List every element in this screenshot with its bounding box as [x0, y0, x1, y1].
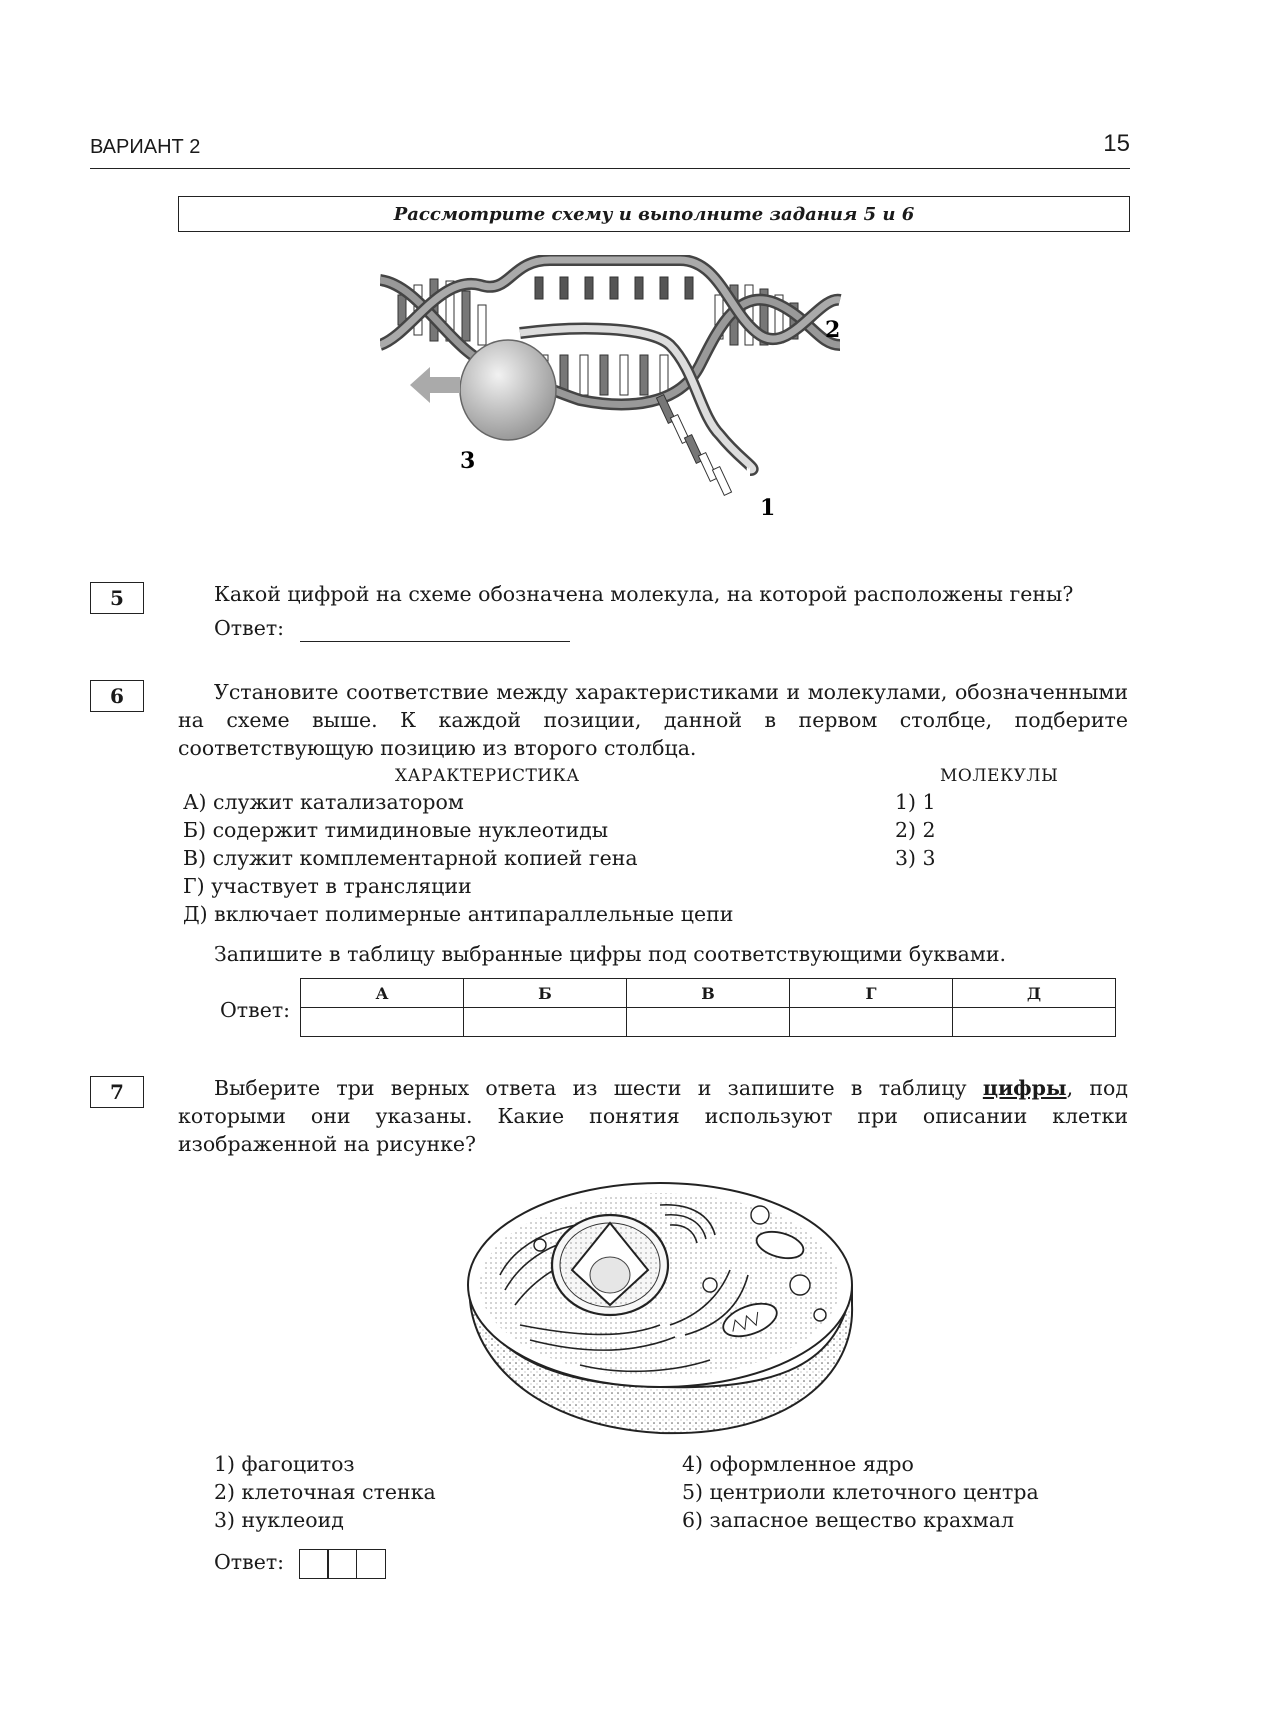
characteristic-g: Г) участвует в трансляции	[183, 874, 472, 898]
q6-answer-table	[300, 978, 1116, 1037]
label-2: 2	[825, 317, 841, 343]
header-rule	[90, 168, 1130, 169]
molecule-2: 2) 2	[895, 818, 936, 842]
q6-answer-cell-g[interactable]	[790, 1008, 953, 1037]
page-number: 15	[1103, 130, 1130, 157]
q6-header-v: В	[627, 979, 790, 1008]
q5-answer-label: Ответ:	[214, 616, 285, 640]
q7-option-2: 2) клеточная стенка	[214, 1480, 436, 1504]
q6-answer-cell-b[interactable]	[464, 1008, 627, 1037]
task-banner	[178, 196, 1130, 232]
banner-text: Рассмотрите схему и выполните задания 5 и 6	[393, 203, 915, 225]
q6-answer-cell-d[interactable]	[953, 1008, 1116, 1037]
q5-number: 5	[110, 586, 124, 610]
q6-header-a: А	[301, 979, 464, 1008]
q6-answer-cell-a[interactable]	[301, 1008, 464, 1037]
label-1: 1	[760, 495, 776, 521]
rna-polymerase	[460, 340, 556, 440]
q7-text-after: , под которыми они указаны. Какие понятия используют при описании клетки изображенной на рисунке?	[178, 1076, 1128, 1156]
q7-text	[178, 1074, 1128, 1158]
q7-answer-cell[interactable]	[356, 1549, 386, 1579]
q7-text-emphasis: цифры	[982, 1076, 1067, 1100]
transcription-diagram	[380, 255, 940, 545]
q7-option-1: 1) фагоцитоз	[214, 1452, 355, 1476]
q7-answer-cell[interactable]	[299, 1549, 329, 1579]
characteristic-a: А) служит катализатором	[183, 790, 464, 814]
molecule-3: 3) 3	[895, 846, 936, 870]
question-number-6	[90, 680, 144, 712]
q6-answer-cell-v[interactable]	[627, 1008, 790, 1037]
variant-label: ВАРИАНТ 2	[90, 136, 201, 158]
q7-text-before: Выберите три верных ответа из шести и запишите в таблицу	[214, 1076, 983, 1100]
q6-instruction: Запишите в таблицу выбранные цифры под соответствующими буквами.	[214, 942, 1007, 966]
q7-option-4: 4) оформленное ядро	[682, 1452, 914, 1476]
q5-answer-row	[214, 614, 570, 642]
q6-number: 6	[110, 684, 124, 708]
q7-number: 7	[110, 1080, 124, 1104]
q7-answer-row	[214, 1548, 386, 1579]
label-3: 3	[460, 448, 476, 474]
question-number-7	[90, 1076, 144, 1108]
q6-col2-header: МОЛЕКУЛЫ	[940, 766, 1059, 786]
question-number-5	[90, 582, 144, 614]
q7-answer-cells	[300, 1549, 386, 1579]
q6-text: Установите соответствие между характеристиками и молекулами, обозначенными на схеме выше. К каждой позиции, данной в первом столбце, подберите соответствующую позицию из второго столбца.	[178, 680, 1128, 760]
direction-arrow-icon	[410, 367, 460, 403]
animal-cell-illustration	[460, 1175, 860, 1440]
q6-molecules	[895, 788, 936, 872]
rna-bases	[656, 395, 731, 496]
q7-answer-label: Ответ:	[214, 1550, 285, 1574]
q6-header-d: Д	[953, 979, 1116, 1008]
q7-options-right	[682, 1450, 1039, 1534]
nucleus	[552, 1215, 668, 1315]
q7-options-left	[214, 1450, 436, 1534]
q6-header-g: Г	[790, 979, 953, 1008]
q6-col1-header: ХАРАКТЕРИСТИКА	[395, 766, 580, 786]
q6-header-b: Б	[464, 979, 627, 1008]
q7-option-3: 3) нуклеоид	[214, 1508, 344, 1532]
q5-answer-field[interactable]	[300, 619, 570, 642]
characteristic-b: Б) содержит тимидиновые нуклеотиды	[183, 818, 609, 842]
q5-text: Какой цифрой на схеме обозначена молекула, на которой расположены гены?	[214, 582, 1074, 606]
q7-answer-cell[interactable]	[327, 1549, 357, 1579]
characteristic-d: Д) включает полимерные антипараллельные цепи	[183, 902, 734, 926]
characteristic-v: В) служит комплементарной копией гена	[183, 846, 638, 870]
base-pairs-top	[535, 277, 693, 299]
molecule-1: 1) 1	[895, 790, 936, 814]
q7-option-6: 6) запасное вещество крахмал	[682, 1508, 1014, 1532]
q6-characteristics	[183, 788, 733, 928]
q7-option-5: 5) центриоли клеточного центра	[682, 1480, 1039, 1504]
q6-answer-label: Ответ:	[220, 998, 291, 1022]
